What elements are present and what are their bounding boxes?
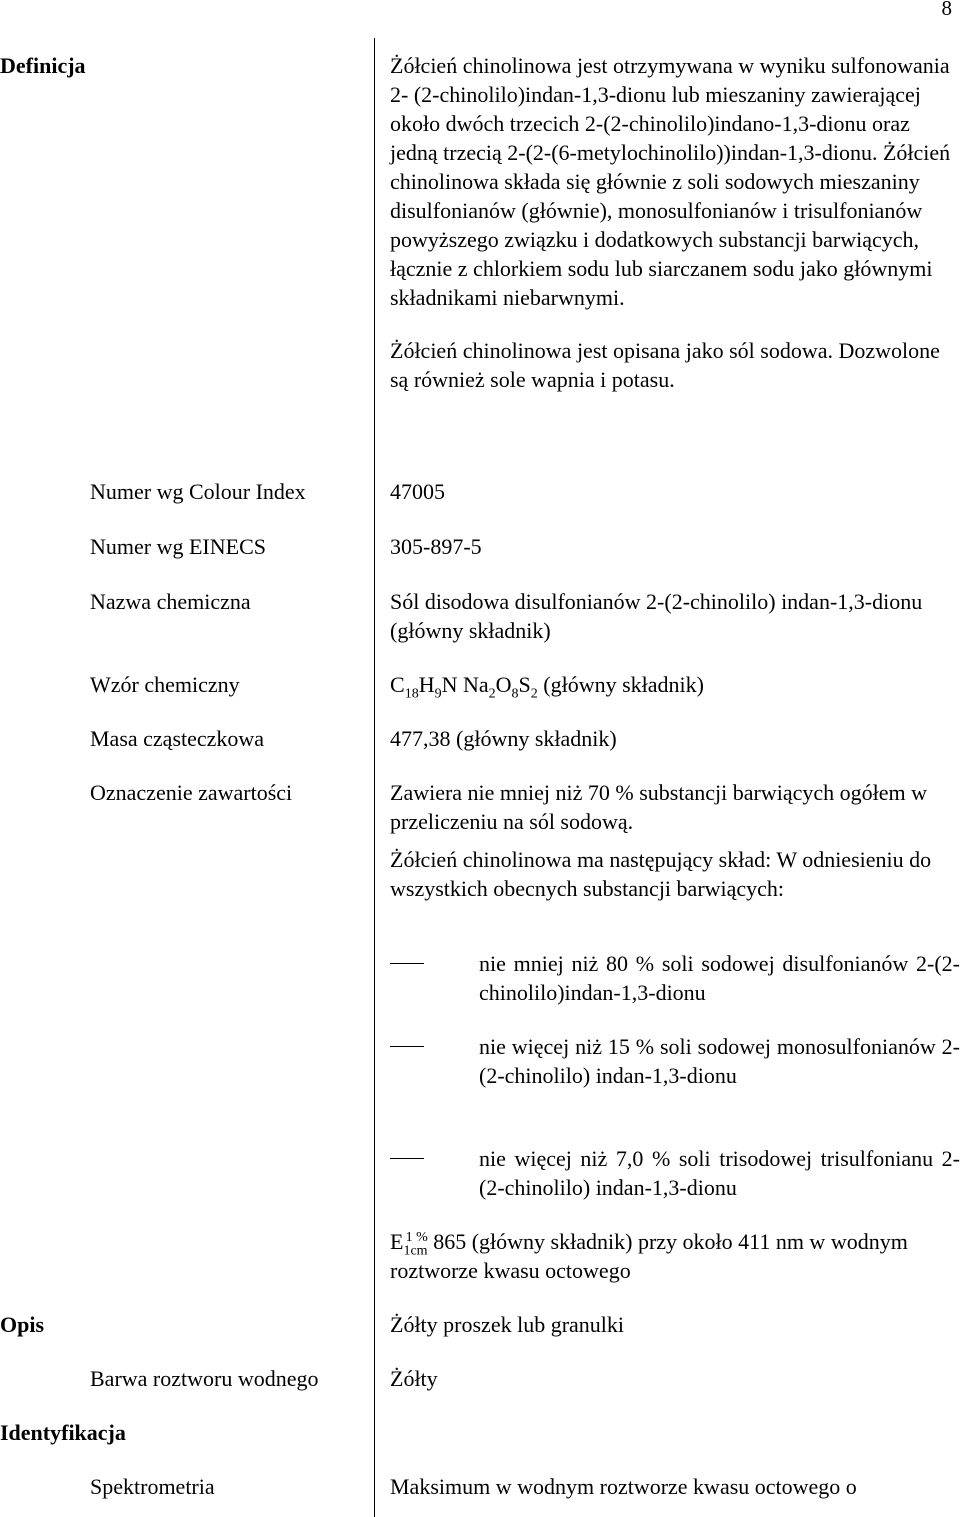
assay-label: Oznaczenie zawartości <box>90 780 293 805</box>
spectrometry-label: Spektrometria <box>90 1474 215 1499</box>
list-item-text: nie więcej niż 7,0 % soli trisodowej trisulfonianu 2-(2-chinolilo) indan-1,3-dionu <box>479 1146 960 1200</box>
colour-index-value: 47005 <box>390 479 445 504</box>
molar-mass-label: Masa cząsteczkowa <box>90 726 265 751</box>
definition-paragraph-2: Żółcień chinolinowa jest opisana jako sól sodowa. Dozwolone są również sole wapnia i potasu. <box>390 338 940 392</box>
definition-text <box>390 51 960 394</box>
einecs-value: 305-897-5 <box>390 534 482 559</box>
assay-paragraph-2: Żółcień chinolinowa ma następujący skład: W odniesieniu do wszystkich obecnych substancji barwiących: <box>390 847 932 901</box>
formula-value: $C_{18}H_9N$ $Na_2O_8S_2$ (główny składnik) <box>390 672 704 702</box>
list-item-text: nie mniej niż 80 % soli sodowej disulfonianów 2-(2-chinolilo)indan-1,3-dionu <box>479 951 960 1005</box>
heading-definicja: Definicja <box>0 53 86 78</box>
extinction-value: $E_{1cm}^{1 \%}$ 865 (główny składnik) przy około 411 nm w wodnym roztworze kwasu octowego <box>390 1229 908 1283</box>
dash-bullet <box>390 1046 424 1047</box>
solution-colour-value: Żółty <box>390 1366 438 1391</box>
description-value: Żółty proszek lub granulki <box>390 1312 625 1337</box>
colour-index-label: Numer wg Colour Index <box>90 479 306 504</box>
dash-bullet <box>390 963 424 964</box>
molar-mass-value: 477,38 (główny składnik) <box>390 726 617 751</box>
definition-paragraph-1: Żółcień chinolinowa jest otrzymywana w wyniku sulfonowania 2- (2-chinolilo)indan-1,3-dionu lub mieszaniny zawierającej około dwóch trzecich 2-(2-chinolilo)indano-1,3-dionu oraz jedną trzecią 2-(2-(6-metylochinolilo))indan-1,3-dionu. Żółcień chinolinowa składa się głównie z soli sodowych mieszaniny disulfonianów (głównie), monosulfonianów i trisulfonianów powyższego związku i dodatkowych substancji barwiących, łącznie z chlorkiem sodu lub siarczanem sodu jako głównymi składnikami niebarwnymi. <box>390 53 951 310</box>
heading-identyfikacja: Identyfikacja <box>0 1420 126 1445</box>
solution-colour-label: Barwa roztworu wodnego <box>90 1366 319 1391</box>
list-item-text: nie więcej niż 15 % soli sodowej monosulfonianów 2-(2-chinolilo) indan-1,3-dionu <box>479 1034 960 1088</box>
chemical-name-label: Nazwa chemiczna <box>90 589 251 614</box>
assay-text <box>390 778 960 903</box>
page-number: 8 <box>941 0 952 20</box>
formula-label: Wzór chemiczny <box>90 672 240 697</box>
dash-bullet <box>390 1158 424 1159</box>
assay-paragraph-1: Zawiera nie mniej niż 70 % substancji barwiących ogółem w przeliczeniu na sól sodową. <box>390 780 927 834</box>
chemical-name-value: Sól disodowa disulfonianów 2-(2-chinolilo) indan-1,3-dionu (główny składnik) <box>390 589 923 643</box>
heading-opis: Opis <box>0 1312 45 1337</box>
spectrometry-value: Maksimum w wodnym roztworze kwasu octowego o <box>390 1474 857 1499</box>
column-divider <box>374 38 375 1517</box>
einecs-label: Numer wg EINECS <box>90 534 266 559</box>
